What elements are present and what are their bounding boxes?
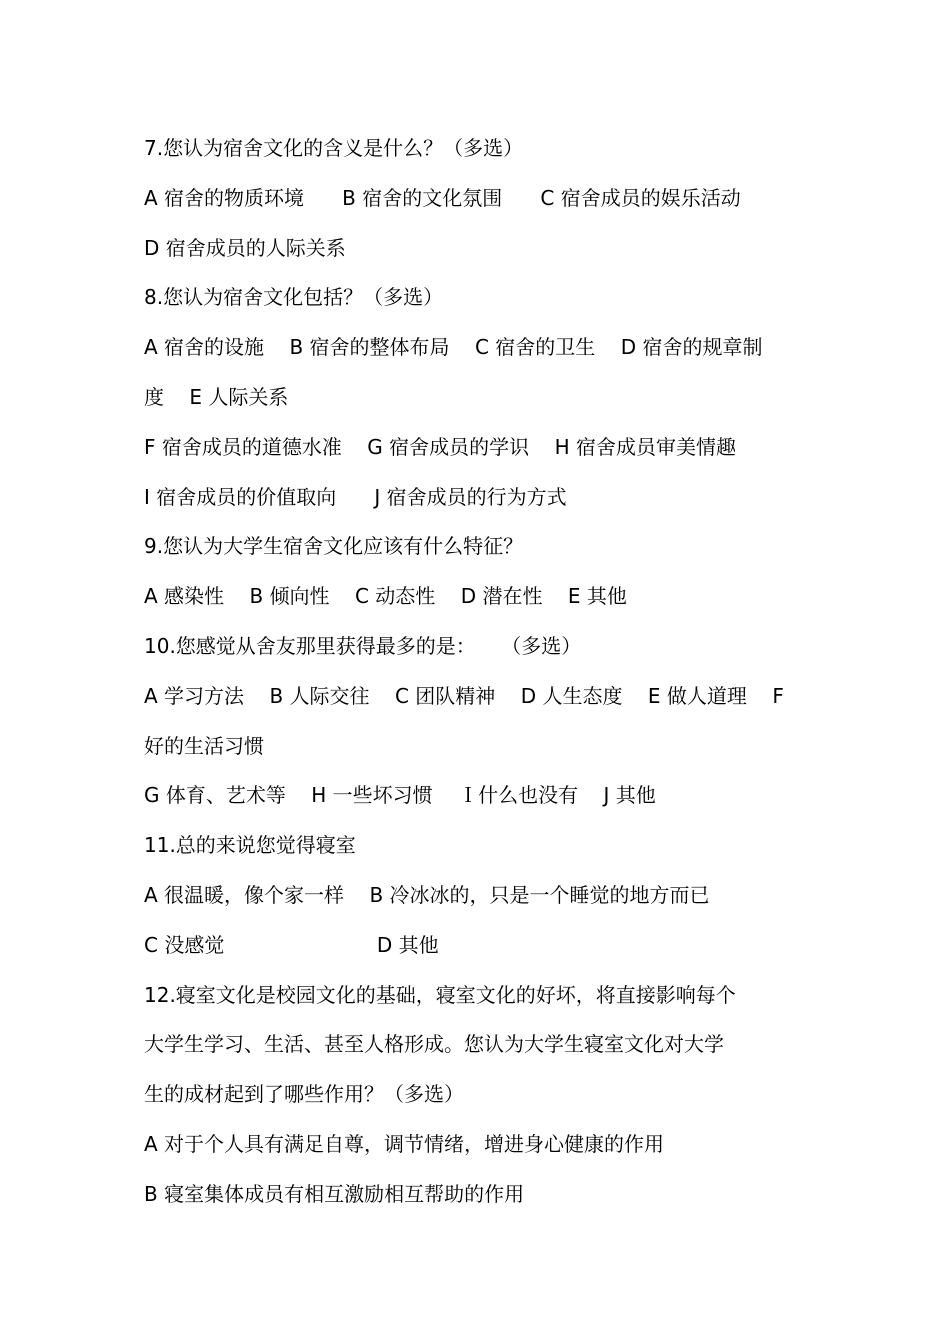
question-10-options-row-2: 好的生活习惯 — [144, 733, 264, 758]
question-8: 8.您认为宿舍文化包括？（多选） — [144, 285, 444, 310]
question-12-line-3: 生的成材起到了哪些作用？（多选） — [144, 1082, 464, 1107]
question-12-line-1: 12.寝室文化是校园文化的基础，寝室文化的好坏，将直接影响每个 — [144, 982, 736, 1007]
question-10: 10.您感觉从舍友那里获得最多的是： （多选） — [144, 633, 582, 658]
document-body — [144, 124, 814, 1220]
question-8-options-row-2: 度 E 人际关系 — [144, 384, 289, 409]
question-11-options-row-2: C 没感觉 D 其他 — [144, 932, 439, 957]
question-8-options-row-1: A 宿舍的设施 B 宿舍的整体布局 C 宿舍的卫生 D 宿舍的规章制 — [144, 335, 763, 360]
question-9-options: A 感染性 B 倾向性 C 动态性 D 潜在性 E 其他 — [144, 584, 627, 609]
question-8-options-row-4: I 宿舍成员的价值取向 J 宿舍成员的行为方式 — [144, 484, 567, 509]
question-11: 11.总的来说您觉得寝室 — [144, 833, 356, 858]
question-12-option-b: B 寝室集体成员有相互激励相互帮助的作用 — [144, 1181, 525, 1206]
question-11-options-row-1: A 很温暖，像个家一样 B 冷冰冰的，只是一个睡觉的地方而已 — [144, 882, 710, 907]
question-8-options-row-3: F 宿舍成员的道德水准 G 宿舍成员的学识 H 宿舍成员审美情趣 — [144, 434, 736, 459]
question-12-line-2: 大学生学习、生活、甚至人格形成。您认为大学生寝室文化对大学 — [144, 1032, 724, 1057]
question-12-option-a: A 对于个人具有满足自尊，调节情绪，增进身心健康的作用 — [144, 1131, 665, 1156]
question-9: 9.您认为大学生宿舍文化应该有什么特征？ — [144, 534, 524, 559]
question-7: 7.您认为宿舍文化的含义是什么？（多选） — [144, 136, 524, 160]
question-7-options-row-2: D 宿舍成员的人际关系 — [144, 235, 346, 260]
question-7-options-row-1: A 宿舍的物质环境 B 宿舍的文化氛围 C 宿舍成员的娱乐活动 — [144, 185, 741, 210]
question-10-options-row-3: G 体育、艺术等 H 一些坏习惯 Ｉ什么也没有 J 其他 — [144, 783, 656, 808]
question-10-options-row-1: A 学习方法 B 人际交往 C 团队精神 D 人生态度 E 做人道理 F — [144, 683, 784, 708]
